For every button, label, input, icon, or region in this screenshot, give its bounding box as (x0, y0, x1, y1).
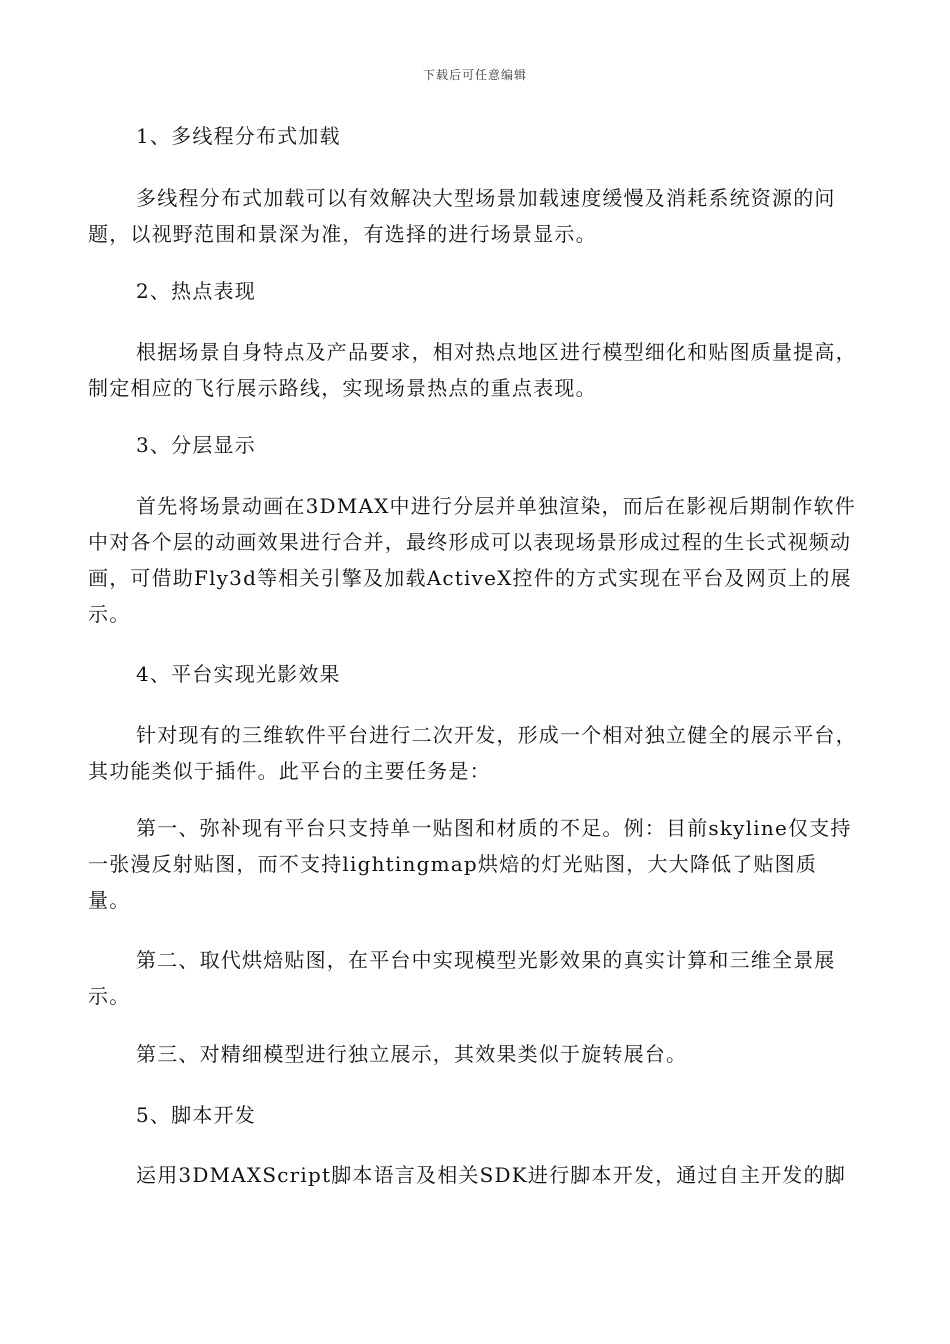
page-header: 下载后可任意编辑 (422, 68, 527, 82)
paragraph-7: 第三、对精细模型进行独立展示，其效果类似于旋转展台。 (136, 1042, 688, 1066)
heading-3: 3、分层显示 (136, 433, 256, 457)
heading-1: 1、多线程分布式加载 (136, 124, 341, 148)
paragraph-8: 运用3DMAXScript脚本语言及相关SDK进行脚本开发，通过自主开发的脚 (136, 1163, 846, 1187)
paragraph-4: 针对现有的三维软件平台进行二次开发，形成一个相对独立健全的展示平台，其功能类似于插件。此平台的主要任务是： (88, 723, 857, 783)
paragraph-2: 根据场景自身特点及产品要求，相对热点地区进行模型细化和贴图质量提高，制定相应的飞行展示路线，实现场景热点的重点表现。 (88, 340, 857, 400)
paragraph-1: 多线程分布式加载可以有效解决大型场景加载速度缓慢及消耗系统资源的问题，以视野范围和景深为准，有选择的进行场景显示。 (88, 186, 836, 246)
heading-5: 5、脚本开发 (136, 1103, 256, 1127)
heading-4: 4、平台实现光影效果 (136, 662, 341, 686)
paragraph-5: 第一、弥补现有平台只支持单一贴图和材质的不足。例：目前skyline仅支持一张漫反射贴图，而不支持lightingmap烘焙的灯光贴图，大大降低了贴图质量。 (88, 816, 852, 912)
paragraph-6: 第二、取代烘焙贴图，在平台中实现模型光影效果的真实计算和三维全景展示。 (88, 948, 836, 1008)
paragraph-3: 首先将场景动画在3DMAX中进行分层并单独渲染，而后在影视后期制作软件中对各个层的动画效果进行合并，最终形成可以表现场景形成过程的生长式视频动画，可借助Fly3d等相关引擎及加载ActiveX控件的方式实现在平台及网页上的展示。 (88, 494, 856, 626)
heading-2: 2、热点表现 (136, 279, 256, 303)
